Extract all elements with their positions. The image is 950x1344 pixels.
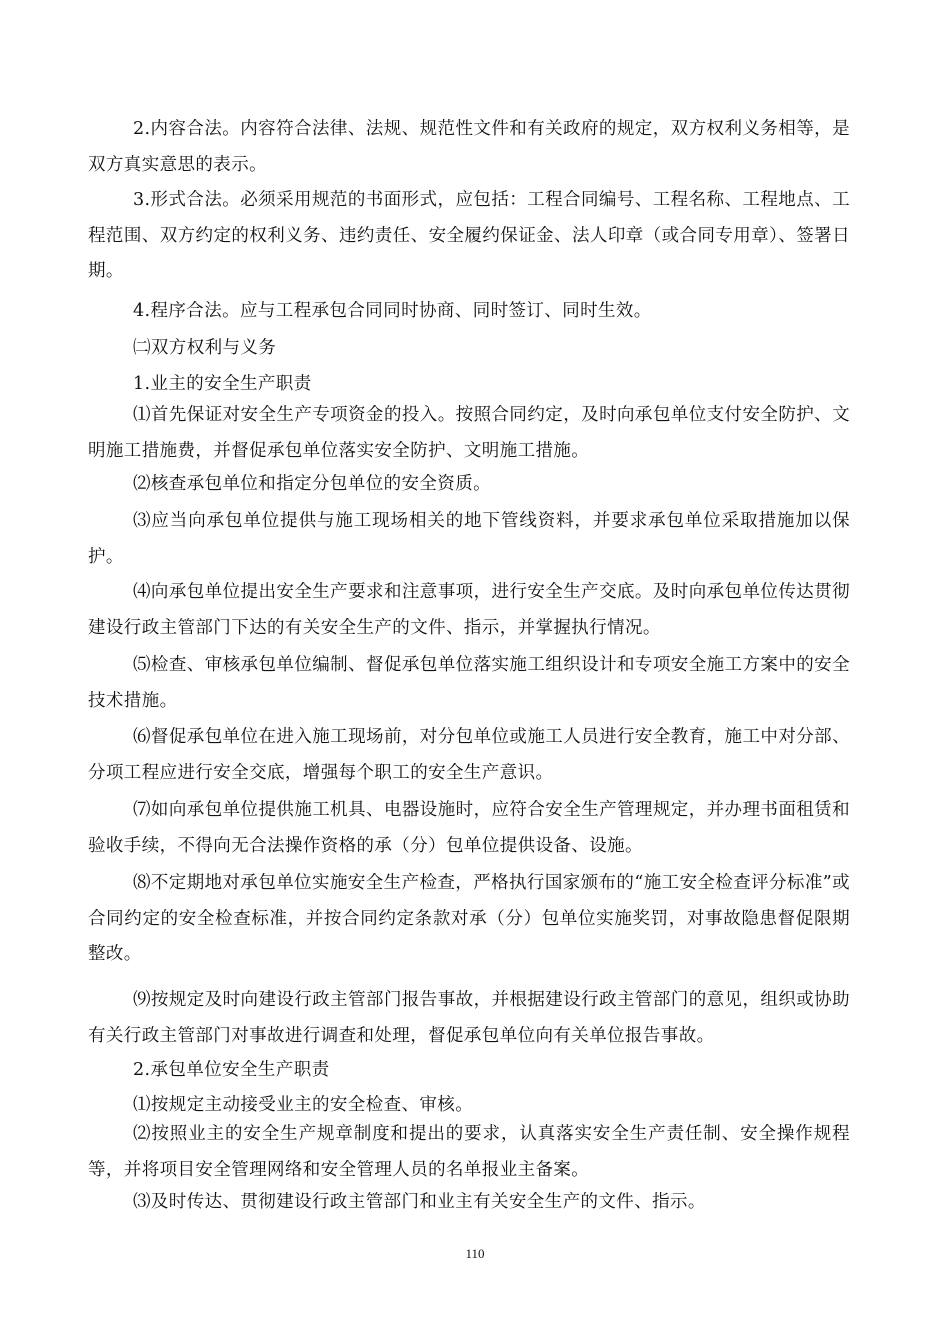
list-item-contractor-2: ⑵按照业主的安全生产规章制度和提出的要求，认真落实安全生产责任制、安全操作规程等，并将项目安全管理网络和安全管理人员的名单报业主备案。	[88, 1124, 850, 1180]
subheading-owner-duties: 1.业主的安全生产职责	[133, 374, 312, 394]
section-heading-rights-obligations: ㈡双方权利与义务	[133, 338, 277, 358]
page-number: 110	[465, 1246, 485, 1261]
list-item-owner-7: ⑺如向承包单位提供施工机具、电器设施时，应符合安全生产管理规定，并办理书面租赁和验收手续，不得向无合法操作资格的承（分）包单位提供设备、设施。	[88, 800, 850, 856]
list-item-owner-3: ⑶应当向承包单位提供与施工现场相关的地下管线资料，并要求承包单位采取措施加以保护。	[88, 511, 850, 567]
list-item-owner-8: ⑻不定期地对承包单位实施安全生产检查，严格执行国家颁布的“施工安全检查评分标准”或合同约定的安全检查标准，并按合同约定条款对承（分）包单位实施奖罚，对事故隐患督促限期整改。	[88, 873, 850, 964]
list-item-owner-1: ⑴首先保证对安全生产专项资金的投入。按照合同约定，及时向承包单位支付安全防护、文明施工措施费，并督促承包单位落实安全防护、文明施工措施。	[88, 405, 850, 461]
list-item-owner-9: ⑼按规定及时向建设行政主管部门报告事故，并根据建设行政主管部门的意见，组织或协助有关行政主管部门对事故进行调查和处理，督促承包单位向有关单位报告事故。	[88, 990, 850, 1046]
list-item-owner-4: ⑷向承包单位提出安全生产要求和注意事项，进行安全生产交底。及时向承包单位传达贯彻建设行政主管部门下达的有关安全生产的文件、指示，并掌握执行情况。	[88, 582, 850, 638]
list-item-owner-6: ⑹督促承包单位在进入施工现场前，对分包单位或施工人员进行安全教育，施工中对分部、分项工程应进行安全交底，增强每个职工的安全生产意识。	[88, 727, 850, 783]
paragraph-form-legality: 3.形式合法。必须采用规范的书面形式，应包括：工程合同编号、工程名称、工程地点、工程范围、双方约定的权利义务、违约责任、安全履约保证金、法人印章（或合同专用章）、签署日期。	[88, 190, 850, 281]
list-item-contractor-3: ⑶及时传达、贯彻建设行政主管部门和业主有关安全生产的文件、指示。	[133, 1192, 706, 1212]
list-item-owner-2: ⑵核查承包单位和指定分包单位的安全资质。	[133, 474, 491, 494]
subheading-contractor-duties: 2.承包单位安全生产职责	[133, 1060, 330, 1080]
paragraph-content-legality: 2.内容合法。内容符合法律、法规、规范性文件和有关政府的规定，双方权利义务相等，是双方真实意思的表示。	[88, 119, 850, 175]
list-item-owner-5: ⑸检查、审核承包单位编制、督促承包单位落实施工组织设计和专项安全施工方案中的安全技术措施。	[88, 655, 850, 711]
paragraph-procedure-legality: 4.程序合法。应与工程承包合同同时协商、同时签订、同时生效。	[133, 301, 652, 321]
list-item-contractor-1: ⑴按规定主动接受业主的安全检查、审核。	[133, 1095, 474, 1115]
